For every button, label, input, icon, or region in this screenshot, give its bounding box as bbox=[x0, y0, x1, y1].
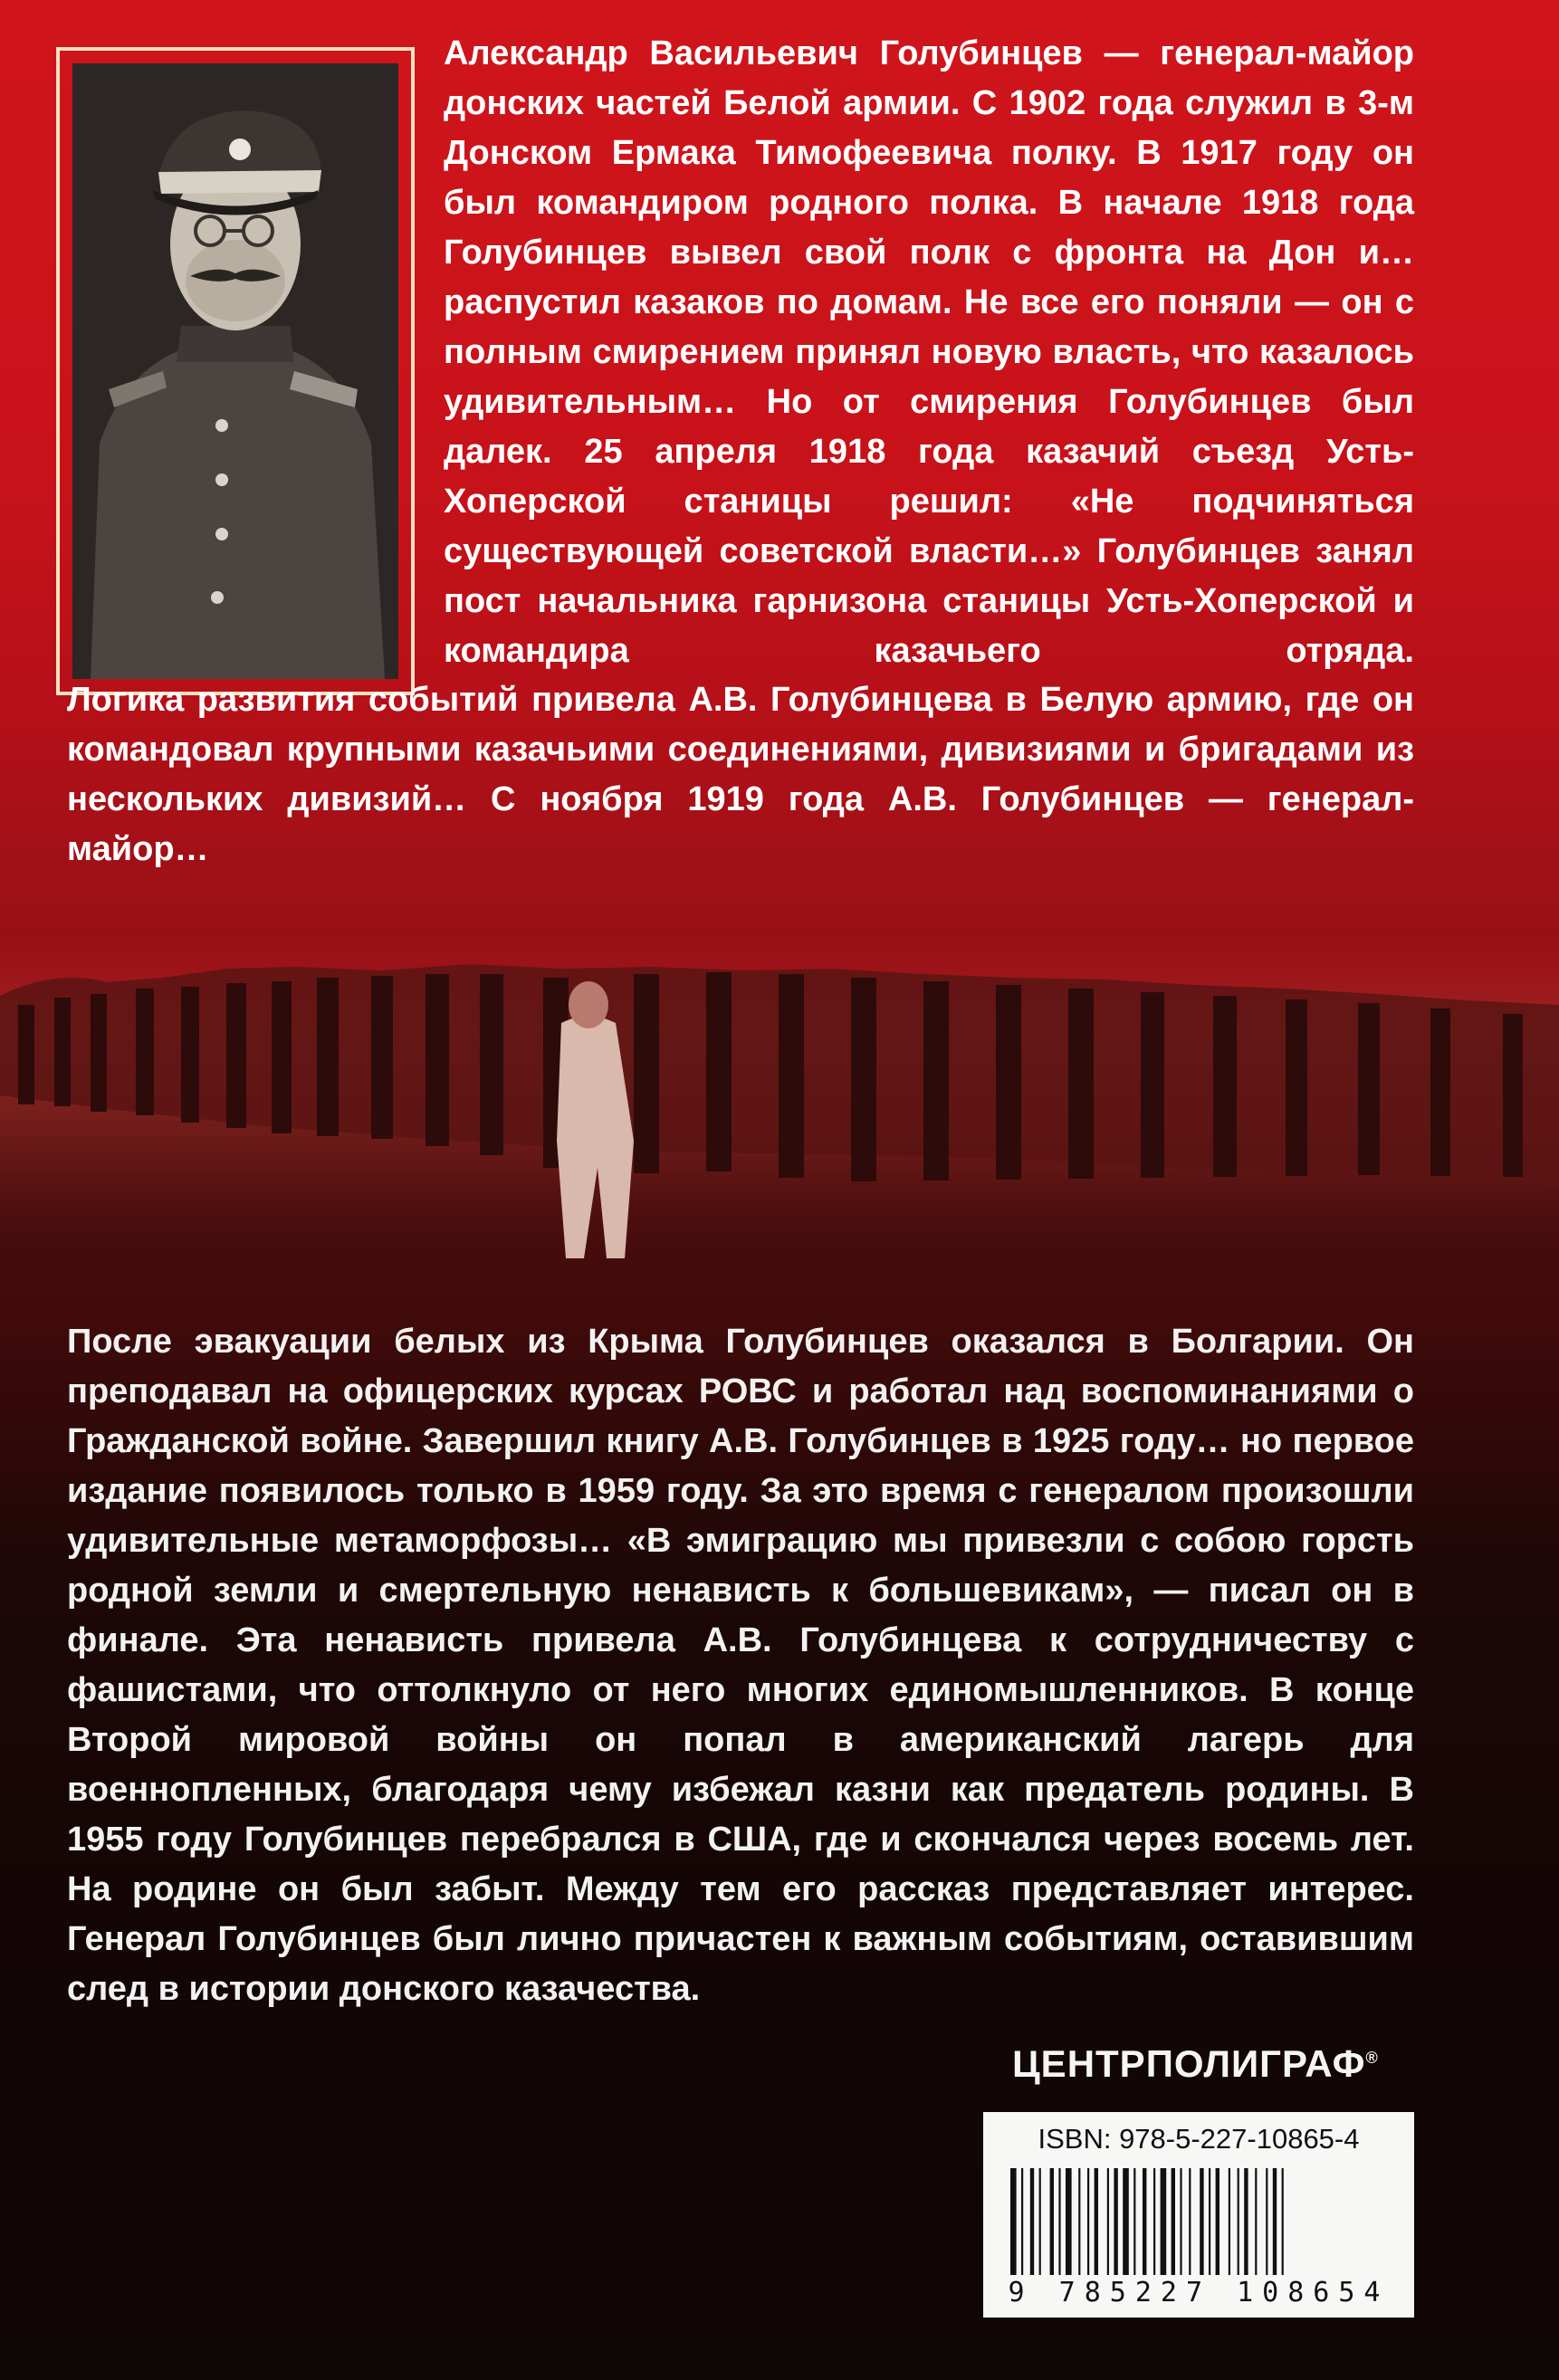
registered-mark: ® bbox=[1365, 2049, 1379, 2067]
barcode-icon bbox=[1009, 2168, 1389, 2275]
isbn-box bbox=[983, 2112, 1414, 2318]
intro-paragraph-continued: Логика развития событий привела А.В. Голубинцева в Белую армию, где он командовал крупными казачьими соединениями, дивизиями и бригадами из нескольких дивизий… С ноября 1919 года А.В. Голубинцев — генерал-майор… bbox=[67, 681, 1414, 868]
publisher-logo bbox=[1012, 2042, 1379, 2086]
officer-portrait-photo bbox=[72, 63, 398, 679]
marching-soldiers-photo bbox=[0, 914, 1559, 1331]
biography-paragraph: После эвакуации белых из Крыма Голубинцев оказался в Болгарии. Он преподавал на офицерских курсах РОВС и работал над воспоминаниями о Гражданской войне. Завершил книгу А.В. Голубинцев в 1925 году… но первое издание появилось только в 1959 году. За это время с генералом произошли удивительные метаморфозы… «В эмиграцию мы привезли с собою горсть родной земли и смертельную ненависть к большевикам», — писал он в финале. Эта ненависть привела А.В. Голубинцева к сотрудничеству с фашистами, что оттолкнуло от него многих единомышленников. В конце Второй мировой войны он попал в американский лагерь для военнопленных, благодаря чему избежал казни как предатель родины. В 1955 году Голубинцев перебрался в США, где и скончался через восемь лет. На родине он был забыт. Между тем его рассказ представляет интерес. Генерал Голубинцев был лично причастен к важным событиям, оставившим след в истории донского казачества. bbox=[67, 1323, 1414, 2008]
publisher-name: ЦЕНТРПОЛИГРАФ bbox=[1012, 2042, 1366, 2085]
barcode-digits: 9 785227 108654 bbox=[1008, 2277, 1390, 2308]
intro-paragraph-top: Александр Васильевич Голубинцев — генерал-майор донских частей Белой армии. С 1902 года служил в 3-м Донском Ермака Тимофеевича полку. В 1917 году он был командиром родного полка. В начале 1918 года Голубинцев вывел свой полк с фронта на Дон и… распустил казаков по домам. Не все его поняли — он с полным смирением принял новую власть, что казалось удивительным… Но от смирения Голубинцев был далек. 25 апреля 1918 года казачий съезд Усть-Хоперской станицы решил: «Не подчиняться существующей советской власти…» Голубинцев занял пост начальника гарнизона станицы Усть-Хоперской и командира казачьего отряда. bbox=[444, 34, 1414, 670]
isbn-text: ISBN: 978-5-227-10865-4 bbox=[1038, 2123, 1360, 2155]
portrait-frame bbox=[56, 47, 415, 695]
